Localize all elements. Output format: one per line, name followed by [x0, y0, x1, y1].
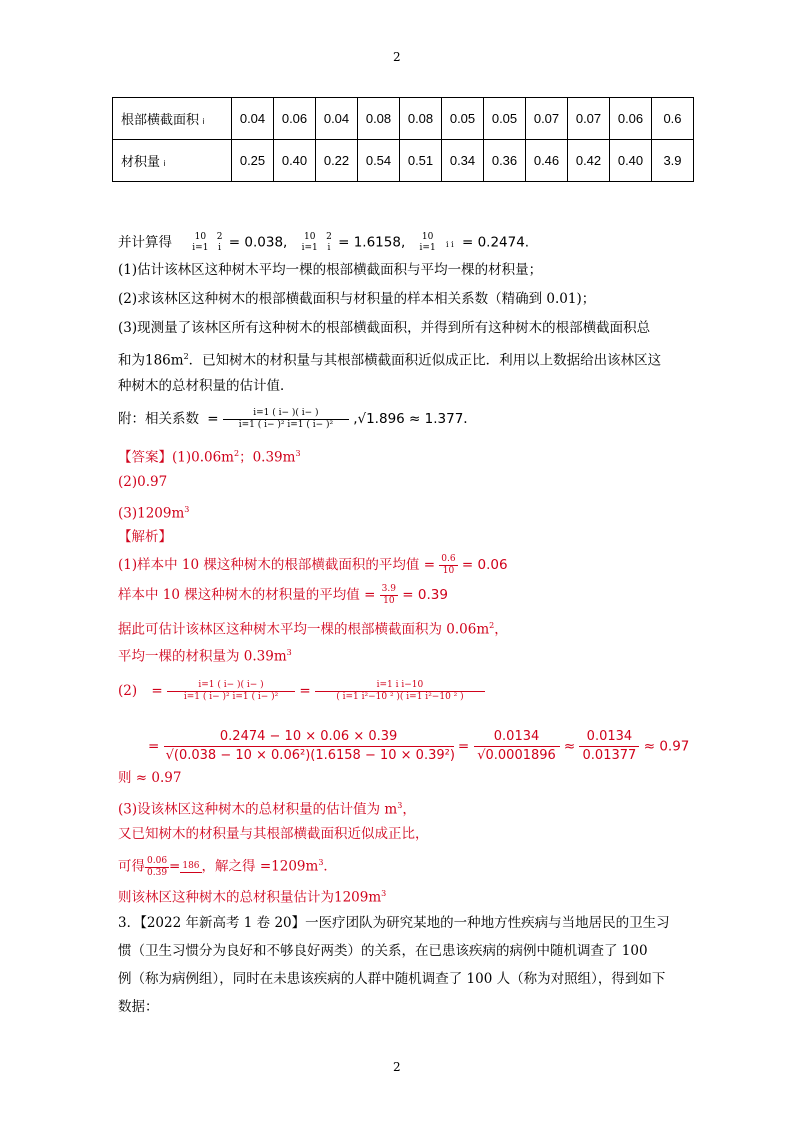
answer-line-3: $(3)1209m^3$ — [118, 505, 190, 522]
next-question-1: 3．【2022 年新高考 1 卷 20】一医疗团队为研究某地的一种地方性疾病与当地居民的卫生习 — [118, 915, 670, 931]
table-cell: 0.07 — [526, 98, 568, 140]
table-cell: 0.36 — [484, 140, 526, 182]
question-3c: 种树木的总材积量的估计值． — [118, 378, 294, 394]
next-question-3: 例（称为病例组），同时在未患该疾病的人群中随机调查了 100 人（称为对照组），得到如下 — [118, 971, 666, 987]
appendix-formula: 附：相关系数 = $\frac{i=1 ( i- )( i- )}{\text{i=1 ( i− )² i=1 ( i− )²}}$ ,√1.896 ≈ 1.377. — [118, 408, 468, 430]
table-row — [113, 98, 694, 140]
compute-line: 并计算得 10 i=1 2 i = 0.038, 10 i=1 2 i = 1.6158, 10 i=1 i i = 0.2474. — [118, 232, 530, 253]
table-cell: 0.06 — [274, 98, 316, 140]
correlation-line-2: = $\frac{0.2474 - 10 \times 0.06 \times 0.39}{\text{√(0.038 − 10 × 0.06²)(1.6158 − 10 × 0.39²)}}$ = $\frac{0.0134}{√0.0001896}$ ≈ $\frac{0.0134}{0.01377}$ ≈ 0.97 — [148, 729, 690, 763]
table-cell: 0.06 — [610, 98, 652, 140]
table-cell: 0.05 — [484, 98, 526, 140]
table-cell: 0.54 — [358, 140, 400, 182]
question-3a: (3)现测量了该林区所有这种树木的根部横截面积，并得到所有这种树木的根部横截面积总 — [118, 320, 651, 336]
table-cell: 0.05 — [442, 98, 484, 140]
table-cell: 3.9 — [652, 140, 694, 182]
table-cell: 0.25 — [232, 140, 274, 182]
solution-3b: 又已知树木的材积量与其根部横截面积近似成正比， — [118, 826, 429, 842]
page-number-top: 2 — [393, 50, 401, 64]
solution-3c: 可得 $\frac{0.06}{0.39}$ = 186 ，解之得 $=1209m^3$． — [118, 855, 337, 878]
table-cell: 0.08 — [400, 98, 442, 140]
table-cell: 0.40 — [610, 140, 652, 182]
table-cell: 0.22 — [316, 140, 358, 182]
analysis-4: 平均一棵的材积量为 $0.39m^3$ — [118, 648, 292, 665]
table-cell: 0.42 — [568, 140, 610, 182]
table-row-label: 根部横截面积 i — [113, 98, 232, 140]
analysis-3: 据此可估计该林区这种树木平均一棵的根部横截面积为 $0.06m^2$， — [118, 621, 508, 638]
page-number-bottom: 2 — [393, 1060, 401, 1074]
table-cell: 0.46 — [526, 140, 568, 182]
answer-line-1: 【答案】$(1)0.06m^2$；$0.39m^3$ — [118, 449, 301, 466]
table-row — [113, 140, 694, 182]
table-cell: 0.04 — [316, 98, 358, 140]
data-table — [112, 97, 694, 182]
question-2: (2)求该林区这种树木的根部横截面积与材积量的样本相关系数（精确到 0.01)； — [118, 291, 596, 307]
table-cell: 0.07 — [568, 98, 610, 140]
table-cell: 0.40 — [274, 140, 316, 182]
answer-line-2: (2)0.97 — [118, 474, 168, 490]
table-cell: 0.51 — [400, 140, 442, 182]
then-r: 则 ≈ 0.97 — [118, 770, 182, 786]
correlation-line-1: (2) = $\frac{i=1 ( i- )( i- )}{\text{i=1 ( i− )² i=1 ( i− )²}}$ = $\frac{\text{i=1 i i−10}}{\text{( i=1 i²−10 ² )( i=1 i²−10 ² )}}$ — [118, 680, 485, 703]
table-cell: 0.6 — [652, 98, 694, 140]
question-3b: 和为$186m^2$．已知树木的材积量与其根部横截面积近似成正比．利用以上数据给出该林区这 — [118, 352, 662, 369]
table-cell: 0.34 — [442, 140, 484, 182]
analysis-1: (1)样本中 10 棵这种树木的根部横截面积的平均值 = $\frac{0.6}{10}$ = 0.06 — [118, 554, 508, 576]
table-cell: 0.04 — [232, 98, 274, 140]
solution-3d: 则该林区这种树木的总材积量估计为$1209m^3$ — [118, 889, 387, 906]
table-cell: 0.08 — [358, 98, 400, 140]
analysis-label: 【解析】 — [118, 529, 172, 545]
table-row-label: 材积量 i — [113, 140, 232, 182]
question-1: (1)估计该林区这种树木平均一棵的根部横截面积与平均一棵的材积量； — [118, 262, 543, 278]
next-question-2: 惯（卫生习惯分为良好和不够良好两类）的关系，在已患该疾病的病例中随机调查了 100 — [118, 943, 648, 959]
next-question-4: 数据： — [118, 999, 159, 1015]
analysis-2: 样本中 10 棵这种树木的材积量的平均值 = $\frac{3.9}{10}$ = 0.39 — [118, 584, 448, 606]
solution-3a: (3)设该林区这种树木的总材积量的估计值为 $m^3$， — [118, 801, 416, 818]
